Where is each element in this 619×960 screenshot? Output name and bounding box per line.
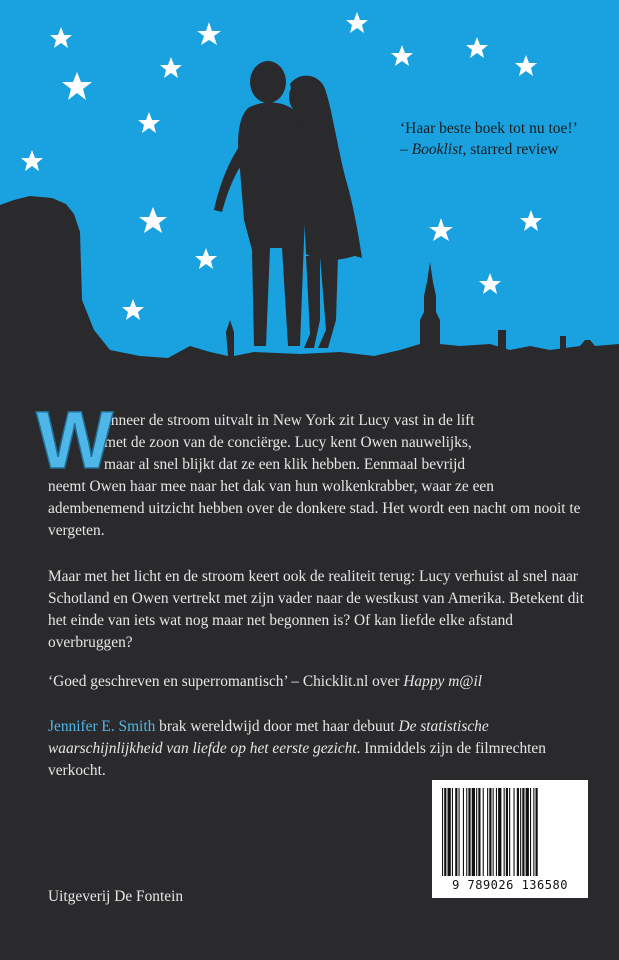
- barcode-bar: [526, 788, 529, 876]
- barcode-bar: [478, 788, 480, 876]
- blurb-paragraph-1-line-1: anneer de stroom uitvalt in New York zit Lucy vast in de lift: [104, 412, 475, 429]
- review-quote-text: ‘Goed geschreven en superromantisch’ – Chicklit.nl over: [48, 673, 404, 690]
- author-bio: [48, 716, 588, 782]
- barcode-bar: [466, 788, 467, 876]
- barcode-icon: [440, 788, 580, 876]
- barcode-bar: [522, 788, 524, 876]
- featured-quote-dash: –: [400, 141, 412, 158]
- barcode-bar: [493, 788, 494, 876]
- barcode-bar: [476, 788, 477, 876]
- featured-quote: [400, 118, 610, 160]
- blurb-paragraph-1: [36, 395, 588, 542]
- barcode-bar: [463, 788, 464, 876]
- barcode-bar: [487, 788, 488, 876]
- debut-title: De statistische waarschijnlijkheid van liefde op het eerste gezicht: [48, 718, 489, 757]
- isbn-number: 9 789026 136580: [452, 878, 568, 892]
- author-name: Jennifer E. Smith: [48, 718, 156, 735]
- barcode-bar: [489, 788, 491, 876]
- dropcap-letter: W: [36, 395, 114, 486]
- blurb-paragraph-1-rest: neemt Owen haar mee naar het dak van hun wolkenkrabber, waar ze een adembenemend uitzicht hebben over de donkere stad. Het wordt een nacht om nooit te vergeten.: [48, 478, 581, 539]
- barcode-bar: [530, 788, 531, 876]
- review-quote: [48, 671, 588, 693]
- review-quote-title: Happy m@il: [403, 673, 483, 690]
- barcode-bar: [452, 788, 453, 876]
- barcode-bar: [506, 788, 508, 876]
- featured-quote-suffix: , starred review: [462, 141, 559, 158]
- barcode-bar: [483, 788, 484, 876]
- barcode-bar: [509, 788, 510, 876]
- featured-quote-source-line: [400, 139, 610, 160]
- featured-quote-text: ‘Haar beste boek tot nu toe!’: [400, 120, 578, 137]
- barcode-bar: [514, 788, 515, 876]
- barcode-bar: [496, 788, 497, 876]
- featured-quote-source: Booklist: [411, 141, 463, 158]
- author-bio-text-2: . Inmiddels zijn de filmrechten verkocht.: [48, 740, 546, 779]
- isbn-barcode: [432, 780, 588, 898]
- barcode-bar: [444, 788, 446, 876]
- barcode-bar: [472, 788, 475, 876]
- blurb-paragraph-2: Maar met het licht en de stroom keert ook de realiteit terug: Lucy verhuist al snel naar Schotland en Owen vertrekt met zijn vader naar de westkust van Amerika. Betekent dit het einde van iets wat nog maar net begonnen is? Of kan liefde elke afstand overbruggen?: [48, 568, 584, 651]
- barcode-bar: [533, 788, 534, 876]
- barcode-bar: [520, 788, 521, 876]
- barcode-bar: [468, 788, 470, 876]
- publisher-name: Uitgeverij De Fontein: [48, 888, 184, 905]
- blurb-paragraph-1-line-3: maar al snel blijkt dat ze een klik hebben. Eenmaal bevrijd: [104, 456, 466, 473]
- barcode-bar: [442, 788, 443, 876]
- barcode-bar: [498, 788, 501, 876]
- barcode-bar: [536, 788, 538, 876]
- dropcap-w-icon: [34, 395, 114, 486]
- sky-illustration: [0, 0, 619, 400]
- barcode-bar: [448, 788, 451, 876]
- barcode-bar: [459, 788, 460, 876]
- barcode-bar: [517, 788, 519, 876]
- author-bio-text-1: brak wereldwijd door met haar debuut: [155, 718, 399, 735]
- barcode-bar: [504, 788, 505, 876]
- barcode-bar: [455, 788, 457, 876]
- blurb-paragraph-1-line-2: met de zoon van de conciërge. Lucy kent Owen nauwelijks,: [104, 434, 472, 451]
